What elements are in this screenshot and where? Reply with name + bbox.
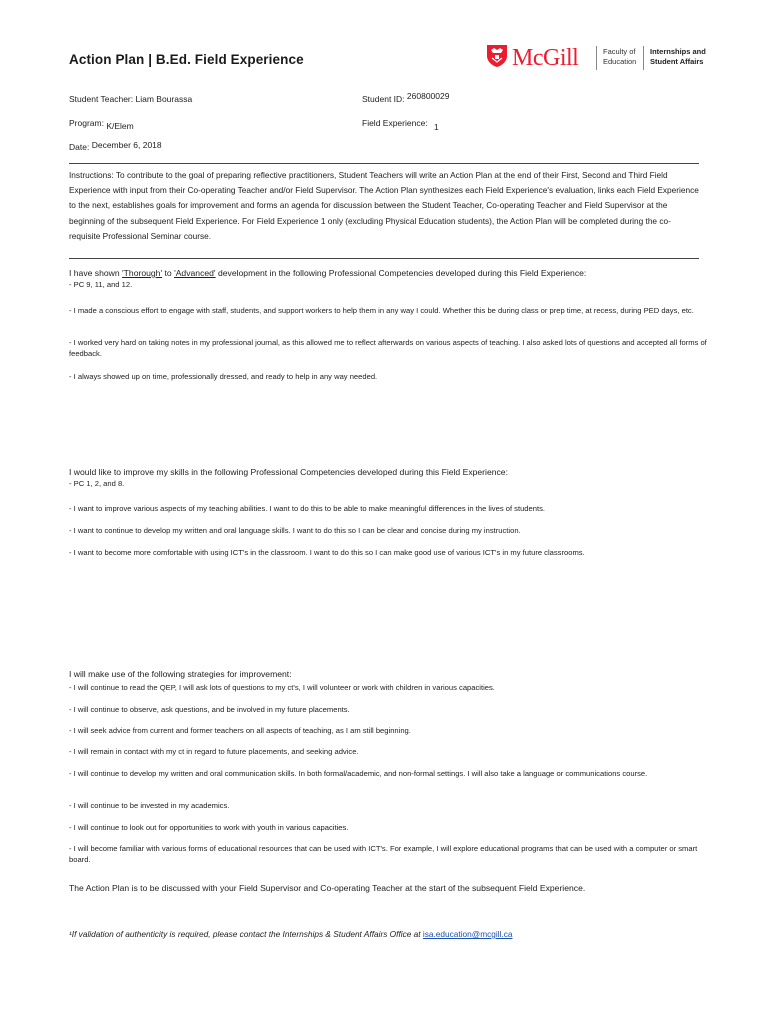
date-value: December 6, 2018 xyxy=(91,140,162,150)
student-id-value: 260800029 xyxy=(406,91,450,101)
list-item: - I want to improve various aspects of my teaching abilities. I want to do this to be able to make meaningful differences in the lives of students. xyxy=(69,504,545,513)
list-item: - I will continue to look out for opportunities to work with youth in various capacities. xyxy=(69,823,349,832)
footer-note xyxy=(69,929,512,939)
program-label: Program: xyxy=(69,118,104,128)
list-item: - I worked very hard on taking notes in my professional journal, as this allowed me to reflect afterwards on various aspects of teaching. I also asked lots of questions and accepted all forms of feedback. xyxy=(69,338,707,358)
instructions-text: Instructions: To contribute to the goal of preparing reflective practitioners, Student Teachers will write an Action Plan at the end of their First, Second and Third Field Experience with input from their Co-operating Teacher and/or Field Supervisor. The Action Plan synthesizes each Field Experience's evaluation, links each Field Experience to the next, establishes goals for improvement and forms an agenda for discussion between the Student Teacher, Co-operating Teacher and Field Supervisor at the beginning of the subsequent Field Experience. For Field Experience 1 only (excluding Physical Education students), the Action Plan will be completed during the co-requisite Professional Seminar course. xyxy=(69,170,699,241)
section-shown-competencies: - PC 9, 11, and 12. xyxy=(69,280,133,289)
program-value: K/Elem xyxy=(106,121,134,131)
list-item: - I want to become more comfortable with using ICT's in the classroom. I want to do this so I can make good use of various ICT's in my future classrooms. xyxy=(69,548,585,557)
logo-divider xyxy=(596,46,597,70)
unit-label: Internships and Student Affairs xyxy=(650,47,706,66)
list-item: - I will seek advice from current and former teachers on all aspects of teaching, as I am still beginning. xyxy=(69,726,411,735)
section-improve xyxy=(69,467,719,489)
mcgill-shield-icon xyxy=(486,44,508,68)
field-experience-label: Field Experience: xyxy=(362,118,428,128)
date-label: Date: xyxy=(69,142,90,152)
section-shown xyxy=(69,268,719,290)
program-field xyxy=(69,118,134,131)
student-id-field xyxy=(362,91,450,104)
field-experience-value: 1 xyxy=(434,122,439,132)
logo-divider xyxy=(643,46,644,70)
divider-bottom xyxy=(69,258,699,259)
mcgill-wordmark: McGill xyxy=(512,45,579,71)
email-link[interactable]: isa.education@mcgill.ca xyxy=(422,929,513,939)
list-item: - I will continue to read the QEP, I will ask lots of questions to my ct's, I will volunteer or work with children in various capacities. xyxy=(69,683,495,692)
section-improve-heading: I would like to improve my skills in the following Professional Competencies developed during this Field Experience: xyxy=(69,467,508,477)
list-item: - I will continue to observe, ask questions, and be involved in my future placements. xyxy=(69,705,350,714)
document-title: Action Plan | B.Ed. Field Experience xyxy=(69,52,304,67)
student-teacher-label: Student Teacher: xyxy=(69,94,134,104)
list-item: - I always showed up on time, professionally dressed, and ready to help in any way needed. xyxy=(69,372,378,381)
student-teacher-value: Liam Bourassa xyxy=(135,94,193,104)
date-field xyxy=(69,142,162,152)
section-strategies xyxy=(69,669,719,679)
list-item: - I want to continue to develop my written and oral language skills. I want to do this so I can be clear and concise during my instruction. xyxy=(69,526,521,535)
mcgill-logo xyxy=(486,44,716,76)
list-item: - I will continue to be invested in my academics. xyxy=(69,801,230,810)
list-item: - I made a conscious effort to engage with staff, students, and support workers to help them in any way I could. Whether this be during class or prep time, at recess, during PED days, etc. xyxy=(69,306,694,315)
section-strategies-heading: I will make use of the following strategies for improvement: xyxy=(69,669,292,679)
list-item: - I will continue to develop my written and oral communication skills. In both formal/academic, and non-formal settings. I will also take a language or communications course. xyxy=(69,769,648,778)
student-id-label: Student ID: xyxy=(362,94,405,104)
closing-text: The Action Plan is to be discussed with your Field Supervisor and Co-operating Teacher at the start of the subsequent Field Experience. xyxy=(69,883,586,893)
section-improve-competencies: - PC 1, 2, and 8. xyxy=(69,479,125,488)
section-shown-heading: I have shown 'Thorough' to 'Advanced' development in the following Professional Competencies developed during this Field Experience: xyxy=(69,268,587,278)
field-experience-field xyxy=(362,118,439,132)
list-item: - I will become familiar with various forms of educational resources that can be used with ICT's. For example, I will explore educational programs that can be used with a computer or smart board. xyxy=(69,844,698,864)
faculty-label: Faculty of Education xyxy=(603,47,637,66)
footer-text: ¹If validation of authenticity is required, please contact the Internships & Student Affairs Office at xyxy=(69,929,423,939)
list-item: - I will remain in contact with my ct in regard to future placements, and seeking advice. xyxy=(69,747,359,756)
divider-top xyxy=(69,163,699,164)
student-teacher-field xyxy=(69,94,192,104)
